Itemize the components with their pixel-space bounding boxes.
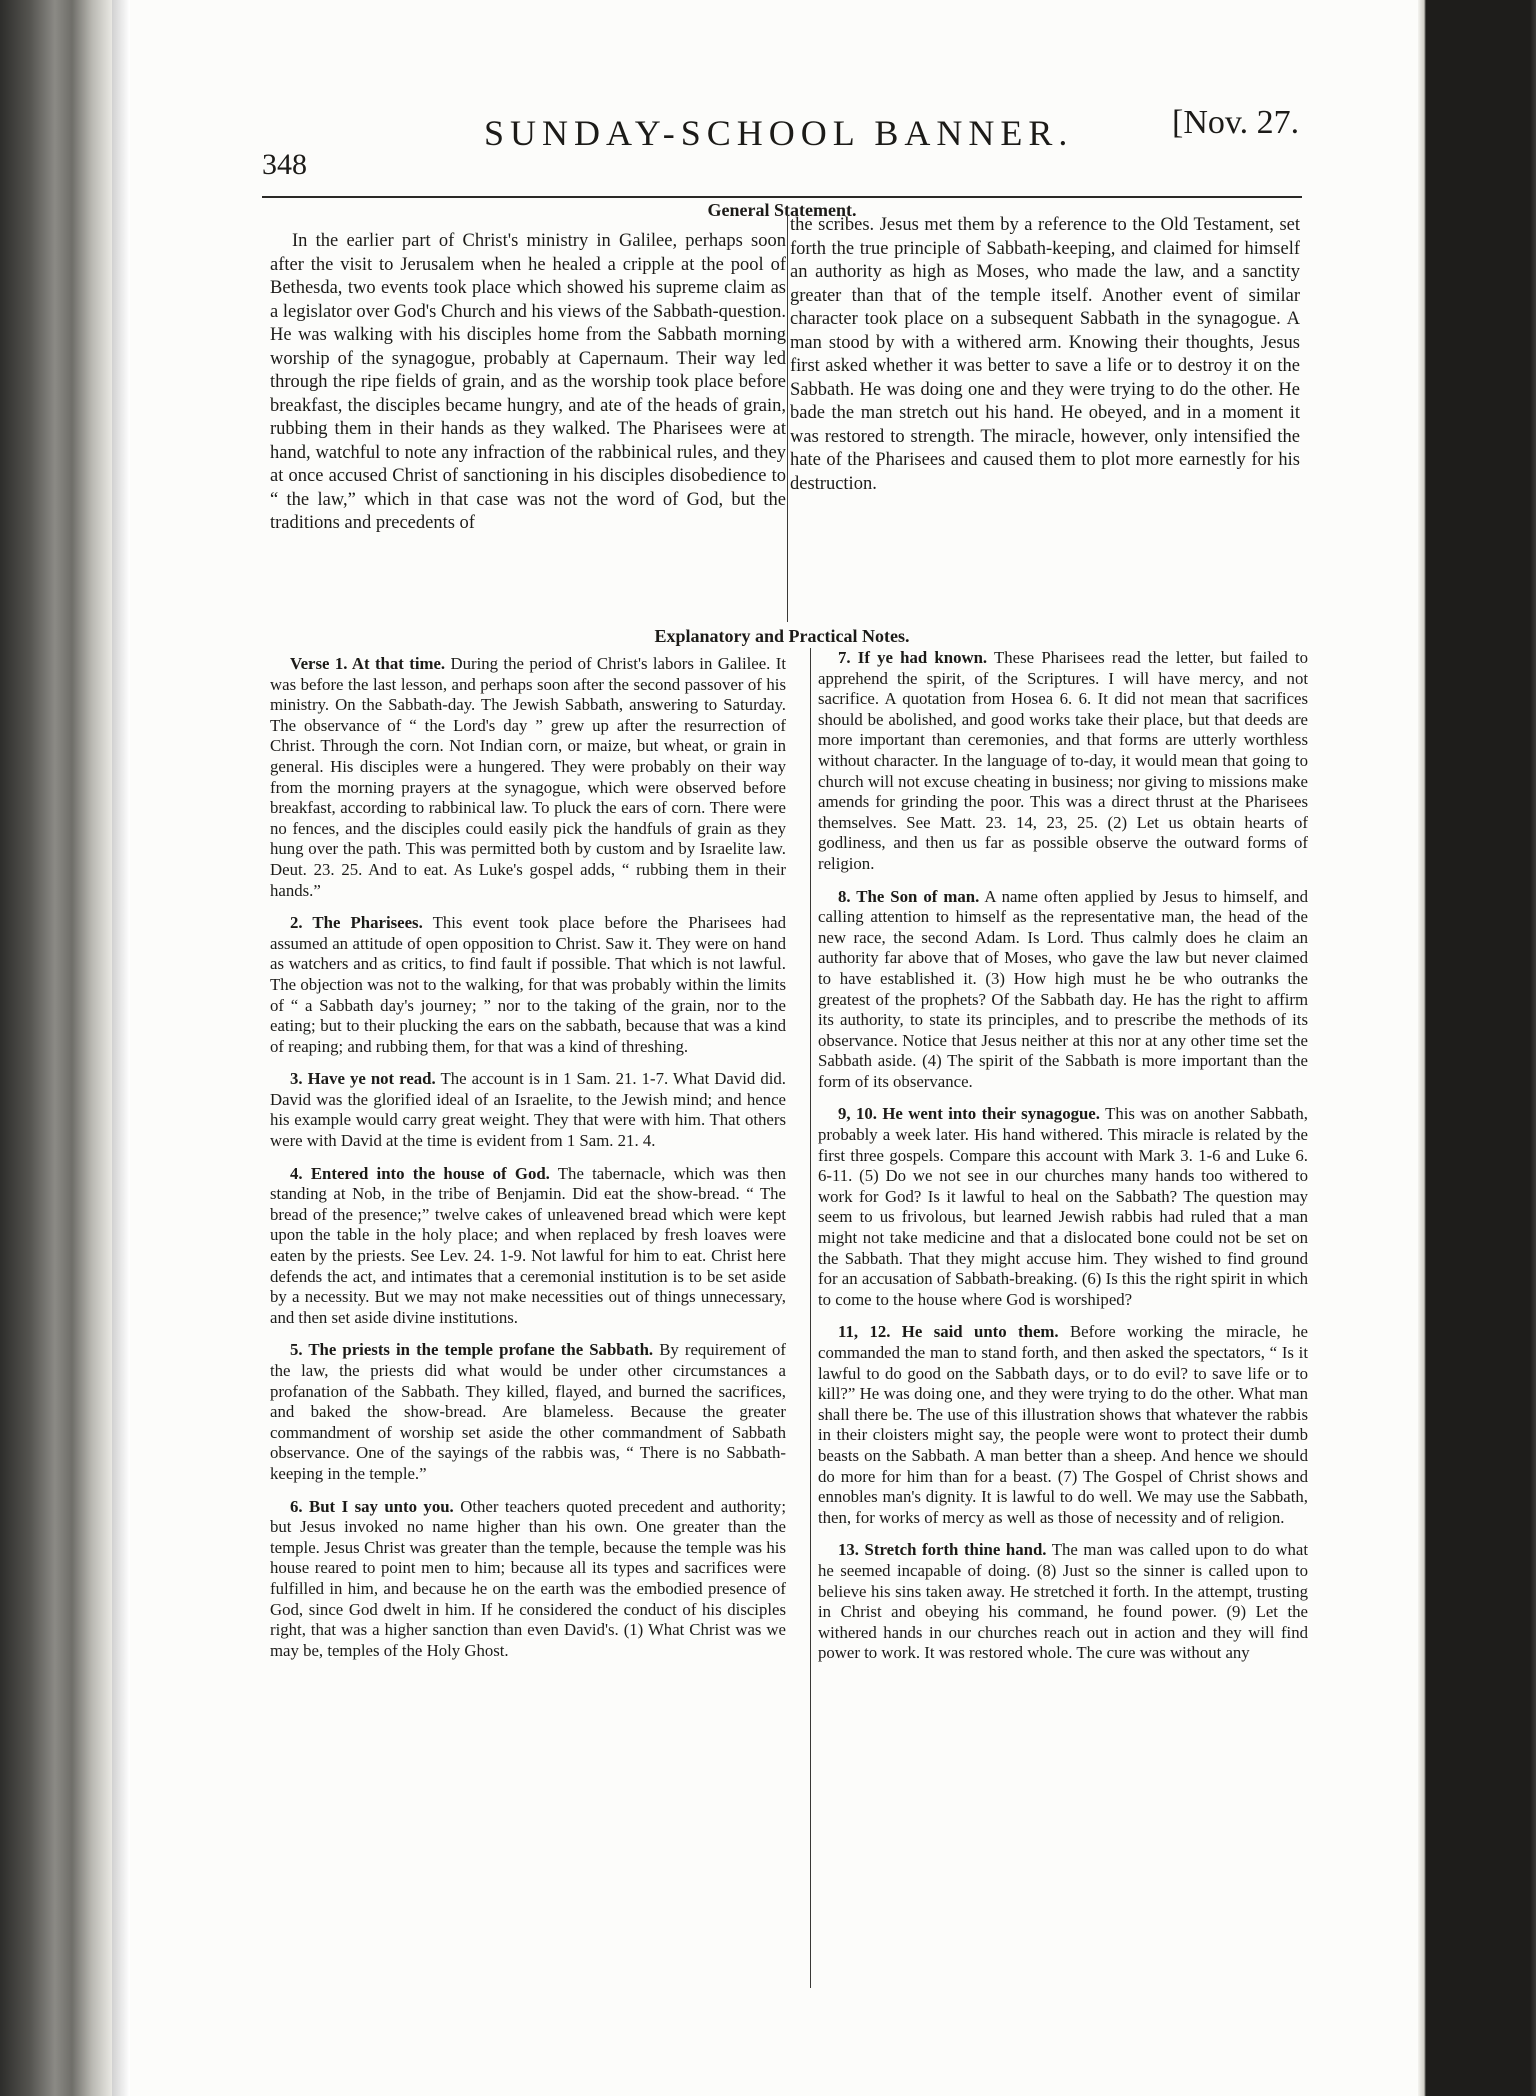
note-verse-13 [818, 1540, 1308, 1664]
note-verse-5 [270, 1340, 786, 1484]
issue-date: [Nov. 27. [1172, 104, 1300, 141]
note-verse-11-12 [818, 1322, 1308, 1528]
notes-heading: Explanatory and Practical Notes. [654, 626, 910, 646]
note-lead: 3. Have ye not read. [290, 1069, 436, 1089]
note-text: The man was called upon to do what he seemed incapable of doing. (8) Just so the sinner is called upon to believe his sins taken away. He stretched it forth. In the attempt, trusting in Christ and obeying his command, he found power. (9) Let the withered hands in our churches reach out in action and they will find power to work. It was restored whole. The cure was without any [818, 1540, 1308, 1663]
note-text: Before working the miracle, he commanded the man to stand forth, and then asked the spectators, “ Is it lawful to do good on the Sabbath days, or to do evil? to save life or to kill?” He was doing one, and they were trying to do the other. What man shall there be. The use of this illustration shows that whatever the rabbis in their cloisters might say, the people were wont to protect their dumb beasts on the Sabbath. A man better than a sheep. And hence we should do more for him than for a beast. (7) The Gospel of Christ shows and ennobles man's dignity. It is lawful to do well. We may use the Sabbath, then, for works of mercy as well as those of necessity and of religion. [818, 1322, 1308, 1527]
note-lead: 11, 12. He said unto them. [838, 1322, 1059, 1342]
note-lead: 8. The Son of man. [838, 886, 980, 906]
note-text: This was on another Sabbath, probably a week later. His hand withered. This miracle is related by the first three gospels. Compare this account with Mark 3. 1-6 and Luke 6. 6-11. (5) Do we not see in our churches many hands too withered to work for God? Is it lawful to heal on the Sabbath? The question may seem to us frivolous, but learned Jewish rabbis had ruled that a man might not take medicine and that a dislocated bone could not be set on the Sabbath. That they might accuse him. They wished to find ground for an accusation of Sabbath-breaking. (6) Is this the right spirit in which to come to the house where God is worshiped? [818, 1104, 1308, 1309]
running-title: SUNDAY-SCHOOL BANNER. [484, 113, 1074, 153]
note-lead: 4. Entered into the house of God. [290, 1163, 550, 1183]
note-verse-1 [270, 654, 786, 901]
note-lead: 2. The Pharisees. [290, 913, 423, 933]
page-edge [1418, 0, 1536, 2096]
note-lead: 6. But I say unto you. [290, 1496, 454, 1516]
notes-column-right [818, 648, 1308, 1988]
note-text: The tabernacle, which was then standing at Nob, in the tribe of Benjamin. Did eat the show-bread. “ The bread of the presence;” twelve cakes of unleavened bread which were kept upon the table in the holy place; and when replaced by fresh loaves were eaten by the priests. See Lev. 24. 1-9. Not lawful for him to eat. Christ here defends the act, and intimates that a ceremonial institution is to be set aside by a necessity. But we may not make necessities out of things unnecessary, and then set aside divine institutions. [270, 1163, 786, 1327]
note-text: This event took place before the Pharisees had assumed an attitude of open opposition to Christ. Saw it. They were on hand as watchers and as critics, to find fault if possible. That which is not lawful. The objection was not to the walking, for that was probably within the limits of “ a Sabbath day's journey; ” nor to the taking of the grain, nor to the eating; but to their plucking the ears on the sabbath, because that was a kind of reaping; and rubbing them, for that was a kind of threshing. [270, 913, 786, 1056]
note-lead: 7. If ye had known. [838, 648, 988, 667]
page-number: 348 [262, 148, 307, 181]
note-lead: 9, 10. He went into their synagogue. [838, 1104, 1100, 1124]
book-spine [0, 0, 112, 2096]
header-rule [262, 196, 1302, 198]
note-verse-7 [818, 648, 1308, 875]
column-divider [810, 648, 811, 1988]
note-lead: 13. Stretch forth thine hand. [838, 1540, 1047, 1560]
general-statement-heading: General Statement. [707, 200, 857, 220]
notes-column-left [270, 654, 786, 1944]
column-divider [787, 212, 788, 622]
note-text: Other teachers quoted precedent and authority; but Jesus invoked no name higher than his own. One greater than the temple. Jesus Christ was greater than the temple, because the temple was his house reared to point men to him; because all its types and sacrifices were fulfilled in him, and because he on the earth was the embodied presence of God, since God dwelt in him. If he considered the conduct of his disciples right, that was a higher sanction than even David's. (1) What Christ was we may be, temples of the Holy Ghost. [270, 1496, 786, 1660]
general-statement-paragraph-left: In the earlier part of Christ's ministry in Galilee, perhaps soon after the visit to Jerusalem when he healed a cripple at the pool of Bethesda, two events took place which showed his supreme claim as a legislator over God's Church and his views of the Sabbath-question. He was walking with his disciples home from the Sabbath morning worship of the synagogue, probably at Capernaum. Their way led through the ripe fields of grain, and as the worship took place before breakfast, the disciples became hungry, and ate of the heads of grain, rubbing them in their hands as they walked. The Pharisees were at hand, watchful to note any infraction of the rabbinical rules, and they at once accused Christ of sanctioning in his disciples disobedience to “ the law,” which in that case was not the word of God, but the traditions and precedents of [270, 231, 786, 533]
note-text: The account is in 1 Sam. 21. 1-7. What David did. David was the glorified ideal of an Israelite, to the Jewish mind; and hence his example would carry great weight. They that were with him. That others were with David at the time is evident from 1 Sam. 21. 4. [270, 1069, 786, 1151]
note-lead: Verse 1. At that time. [290, 654, 446, 673]
spine-shadow [112, 0, 130, 2096]
note-verse-2 [270, 913, 786, 1057]
note-lead: 5. The priests in the temple profane the Sabbath. [290, 1340, 654, 1360]
note-verse-8 [818, 887, 1308, 1093]
note-text: By requirement of the law, the priests did what would be under other circumstances a profanation of the Sabbath. They killed, flayed, and burned the sacrifices, and baked the show-bread. Are blameless. Because the greater commandment of worship set aside the other commandment of Sabbath observance. One of the sayings of the rabbis was, “ There is no Sabbath-keeping in the temple.” [270, 1340, 786, 1483]
note-verse-3 [270, 1069, 786, 1151]
note-text: These Pharisees read the letter, but failed to apprehend the spirit, of the Scriptures. I will have mercy, and not sacrifice. A quotation from Hosea 6. 6. It did not mean that sacrifices should be abolished, and good works take their place, but that deeds are more important than ceremonies, and that forms are utterly worthless without character. In the language of to-day, it would mean that going to church will not excuse cheating in business; nor giving to missions make amends for grinding the poor. This was a direct thrust at the Pharisees themselves. See Matt. 23. 14, 23, 25. (2) Let us obtain hearts of godliness, and then us far as possible observe the outward forms of religion. [818, 648, 1308, 873]
general-statement-paragraph-right: the scribes. Jesus met them by a reference to the Old Testament, set forth the true principle of Sabbath-keeping, and claimed for himself an authority as high as Moses, who made the law, and a sanctity greater than that of the temple itself. Another event of similar character took place on a subsequent Sabbath in the synagogue. A man stood by with a withered arm. Knowing their thoughts, Jesus first asked whether it was better to save a life or to destroy it on the Sabbath. He was doing one and they were trying to do the other. He bade the man stretch out his hand. He obeyed, and in a moment it was restored to strength. The miracle, however, only intensified the hate of the Pharisees and caused them to plot more earnestly for his destruction. [790, 215, 1300, 494]
note-verse-6 [270, 1497, 786, 1662]
note-verse-9-10 [818, 1104, 1308, 1310]
general-statement-column-left [270, 230, 786, 630]
note-text: A name often applied by Jesus to himself, and calling attention to himself as the representative man, the head of the new race, the second Adam. Is Lord. Thus calmly does he claim an authority far above that of Moses, who gave the law but never claimed to have established it. (3) How high must he be who outranks the greatest of the prophets? Of the Sabbath day. He has the right to affirm its authority, to state its principles, and to prescribe the methods of its observance. Notice that Jesus neither at this nor at any other time set the Sabbath aside. (4) The spirit of the Sabbath is more important than the form of its observance. [818, 886, 1308, 1091]
note-text: During the period of Christ's labors in Galilee. It was before the last lesson, and perhaps soon after the second passover of his ministry. On the Sabbath-day. The Jewish Sabbath, answering to Saturday. The observance of “ the Lord's day ” grew up after the resurrection of Christ. Through the corn. Not Indian corn, or maize, but wheat, or grain in general. His disciples were a hungered. They were probably on their way from the morning prayers at the synagogue, which were observed before breakfast, according to rabbinical law. To pluck the ears of corn. There were no fences, and the disciples could easily pick the handfuls of grain as they hung over the path. This was permitted both by custom and by Israelite law. Deut. 23. 25. And to eat. As Luke's gospel adds, “ rubbing them in their hands.” [270, 654, 786, 900]
general-statement-column-right [790, 214, 1300, 594]
note-verse-4 [270, 1164, 786, 1329]
